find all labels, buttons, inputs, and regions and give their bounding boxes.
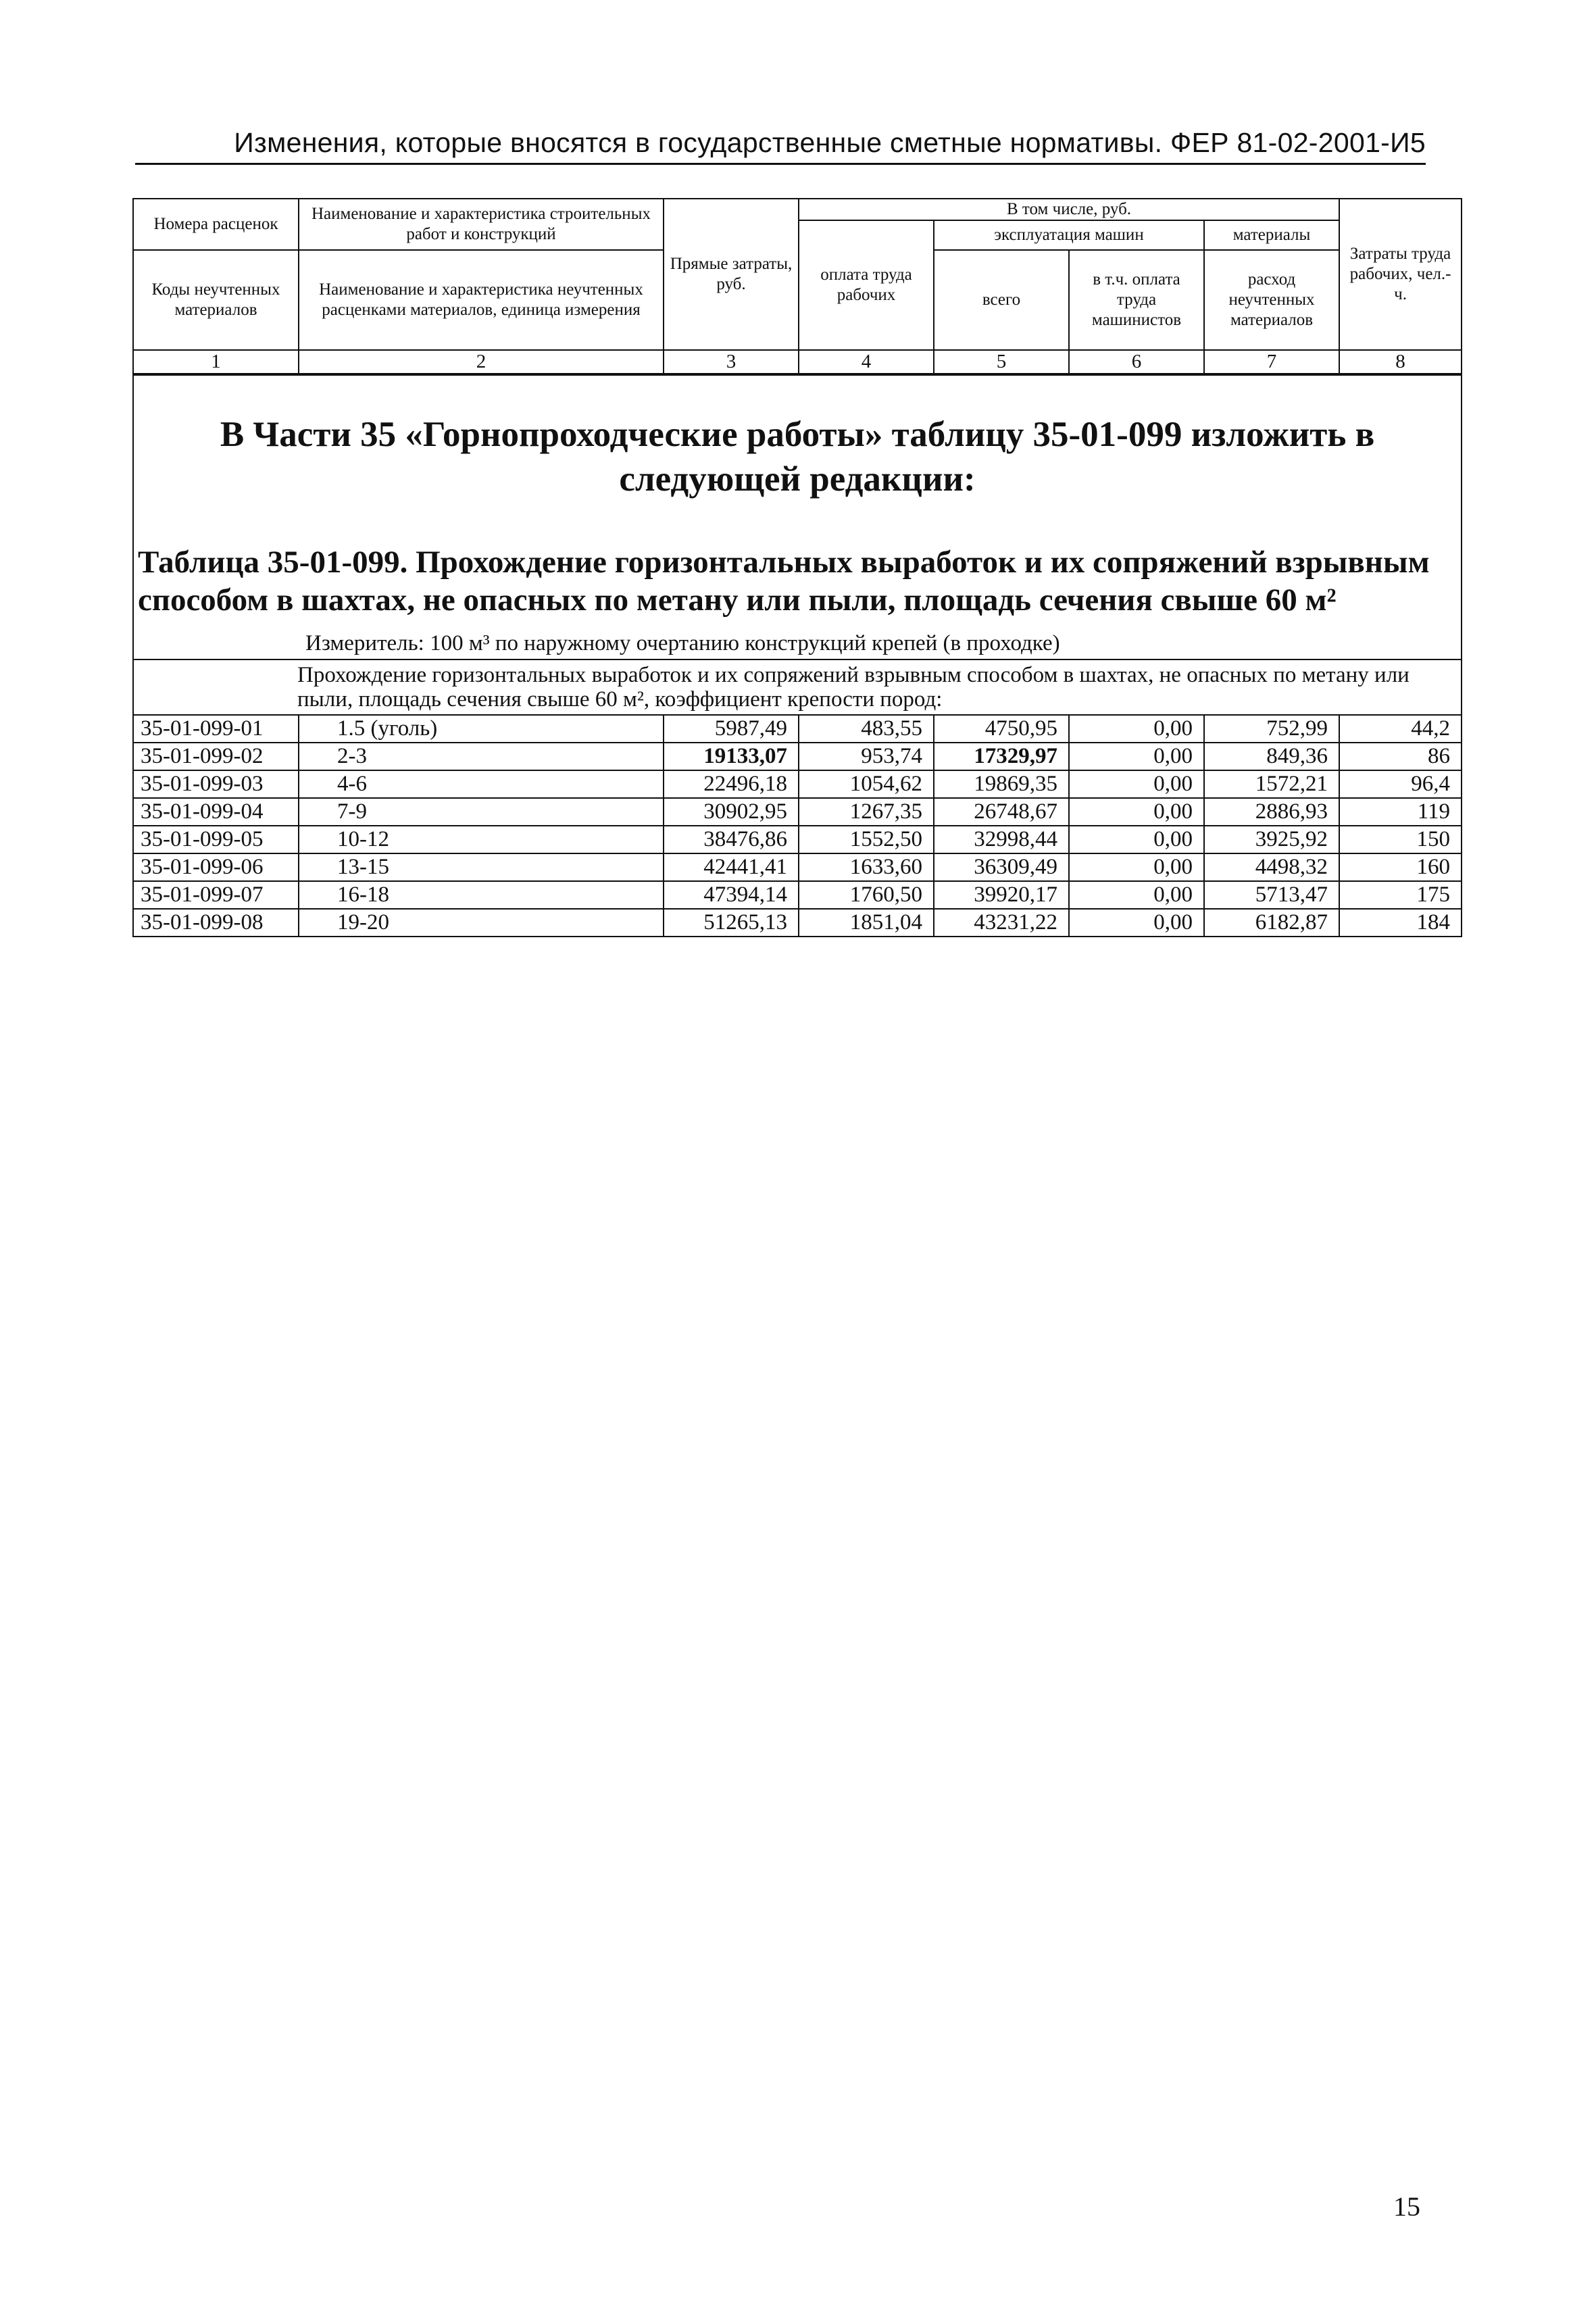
- materials-cost: 4498,32: [1204, 853, 1339, 881]
- direct-costs: 47394,14: [664, 881, 799, 909]
- labor-hours: 86: [1339, 743, 1462, 770]
- machines-total: 17329,97: [934, 743, 1069, 770]
- work-description: Прохождение горизонтальных выработок и их сопряжений взрывным способом в шахтах, не опасных по метану или пыли, площадь сечения свыше 60 м², коэффициент крепости пород:: [133, 659, 1462, 715]
- materials-cost: 1572,21: [1204, 770, 1339, 798]
- rate-name: 4-6: [299, 770, 664, 798]
- table-caption: [138, 543, 1451, 619]
- column-number: 8: [1339, 350, 1462, 374]
- machines-total: 36309,49: [934, 853, 1069, 881]
- direct-costs: 22496,18: [664, 770, 799, 798]
- rate-code: 35-01-099-01: [133, 715, 299, 743]
- labor-pay: 953,74: [799, 743, 934, 770]
- rate-code: 35-01-099-03: [133, 770, 299, 798]
- machinists-pay: 0,00: [1069, 853, 1204, 881]
- machinists-pay: 0,00: [1069, 743, 1204, 770]
- labor-hours: 184: [1339, 909, 1462, 937]
- direct-costs: 5987,49: [664, 715, 799, 743]
- rate-code: 35-01-099-07: [133, 881, 299, 909]
- machinists-pay: 0,00: [1069, 881, 1204, 909]
- labor-pay: 1633,60: [799, 853, 934, 881]
- machinists-pay: 0,00: [1069, 770, 1204, 798]
- machines-total: 4750,95: [934, 715, 1069, 743]
- header-material-names: Наименование и характеристика неучтенных расценками материалов, единица измерения: [299, 250, 664, 350]
- rate-code: 35-01-099-08: [133, 909, 299, 937]
- machinists-pay: 0,00: [1069, 798, 1204, 826]
- rate-name: 16-18: [299, 881, 664, 909]
- header-machines-total: всего: [934, 250, 1069, 350]
- column-number: 1: [133, 350, 299, 374]
- labor-pay: 1760,50: [799, 881, 934, 909]
- labor-hours: 96,4: [1339, 770, 1462, 798]
- page-number: 15: [1393, 2191, 1420, 2222]
- column-number: 3: [664, 350, 799, 374]
- labor-pay: 1552,50: [799, 826, 934, 853]
- direct-costs: 19133,07: [664, 743, 799, 770]
- labor-hours: 119: [1339, 798, 1462, 826]
- header-material-codes: Коды неучтенных материалов: [133, 250, 299, 350]
- header-direct-costs: Прямые затраты, руб.: [664, 199, 799, 350]
- table-row: [133, 743, 1462, 770]
- rate-name: 13-15: [299, 853, 664, 881]
- direct-costs: 42441,41: [664, 853, 799, 881]
- column-number: 6: [1069, 350, 1204, 374]
- header-labor-hours: Затраты труда рабочих, чел.-ч.: [1339, 199, 1462, 350]
- table-row: [133, 881, 1462, 909]
- header-machinists-pay: в т.ч. оплата труда машинистов: [1069, 250, 1204, 350]
- materials-cost: 752,99: [1204, 715, 1339, 743]
- materials-cost: 3925,92: [1204, 826, 1339, 853]
- labor-pay: 1054,62: [799, 770, 934, 798]
- table-row: [133, 770, 1462, 798]
- measure-unit: Измеритель: 100 м³ по наружному очертанию конструкций крепей (в проходке): [305, 631, 1060, 655]
- rate-name: 19-20: [299, 909, 664, 937]
- machines-total: 26748,67: [934, 798, 1069, 826]
- running-header: Изменения, которые вносятся в государственные сметные нормативы. ФЕР 81-02-2001-И5: [135, 127, 1426, 165]
- header-rate-numbers: Номера расценок: [133, 199, 299, 250]
- machinists-pay: 0,00: [1069, 909, 1204, 937]
- materials-cost: 849,36: [1204, 743, 1339, 770]
- rate-code: 35-01-099-05: [133, 826, 299, 853]
- machines-total: 32998,44: [934, 826, 1069, 853]
- labor-hours: 44,2: [1339, 715, 1462, 743]
- header-materials: материалы: [1204, 220, 1339, 250]
- header-work-name: Наименование и характеристика строительных работ и конструкций: [299, 199, 664, 250]
- machines-total: 43231,22: [934, 909, 1069, 937]
- table-row: [133, 909, 1462, 937]
- header-labor-pay: оплата труда рабочих: [799, 220, 934, 350]
- machinists-pay: 0,00: [1069, 826, 1204, 853]
- header-machines: эксплуатация машин: [934, 220, 1204, 250]
- section-block: [133, 374, 1462, 659]
- materials-cost: 2886,93: [1204, 798, 1339, 826]
- rate-name: 7-9: [299, 798, 664, 826]
- column-number: 7: [1204, 350, 1339, 374]
- header-in-total: В том числе, руб.: [799, 199, 1339, 220]
- direct-costs: 38476,86: [664, 826, 799, 853]
- direct-costs: 30902,95: [664, 798, 799, 826]
- table-row: [133, 798, 1462, 826]
- labor-pay: 483,55: [799, 715, 934, 743]
- table-name: Таблица 35-01-099. Прохождение горизонтальных выработок и их сопряжений взрывным способом в шахтах, не опасных по метану или пыли, площадь сечения свыше 60 м²: [138, 545, 1430, 618]
- column-number: 5: [934, 350, 1069, 374]
- labor-pay: 1267,35: [799, 798, 934, 826]
- rate-name: 2-3: [299, 743, 664, 770]
- section-title: В Части 35 «Горнопроходческие работы» таблицу 35-01-099 изложить в следующей редакции:: [220, 415, 1375, 499]
- labor-hours: 150: [1339, 826, 1462, 853]
- column-number: 4: [799, 350, 934, 374]
- machinists-pay: 0,00: [1069, 715, 1204, 743]
- table-row: [133, 826, 1462, 853]
- rate-code: 35-01-099-04: [133, 798, 299, 826]
- header-unaccounted-materials: расход неучтенных материалов: [1204, 250, 1339, 350]
- materials-cost: 5713,47: [1204, 881, 1339, 909]
- rate-name: 1.5 (уголь): [299, 715, 664, 743]
- direct-costs: 51265,13: [664, 909, 799, 937]
- rates-table: [132, 198, 1462, 937]
- machines-total: 19869,35: [934, 770, 1069, 798]
- column-number: 2: [299, 350, 664, 374]
- labor-hours: 175: [1339, 881, 1462, 909]
- labor-pay: 1851,04: [799, 909, 934, 937]
- rate-name: 10-12: [299, 826, 664, 853]
- materials-cost: 6182,87: [1204, 909, 1339, 937]
- labor-hours: 160: [1339, 853, 1462, 881]
- table-row: [133, 715, 1462, 743]
- machines-total: 39920,17: [934, 881, 1069, 909]
- rate-code: 35-01-099-06: [133, 853, 299, 881]
- rate-code: 35-01-099-02: [133, 743, 299, 770]
- table-row: [133, 853, 1462, 881]
